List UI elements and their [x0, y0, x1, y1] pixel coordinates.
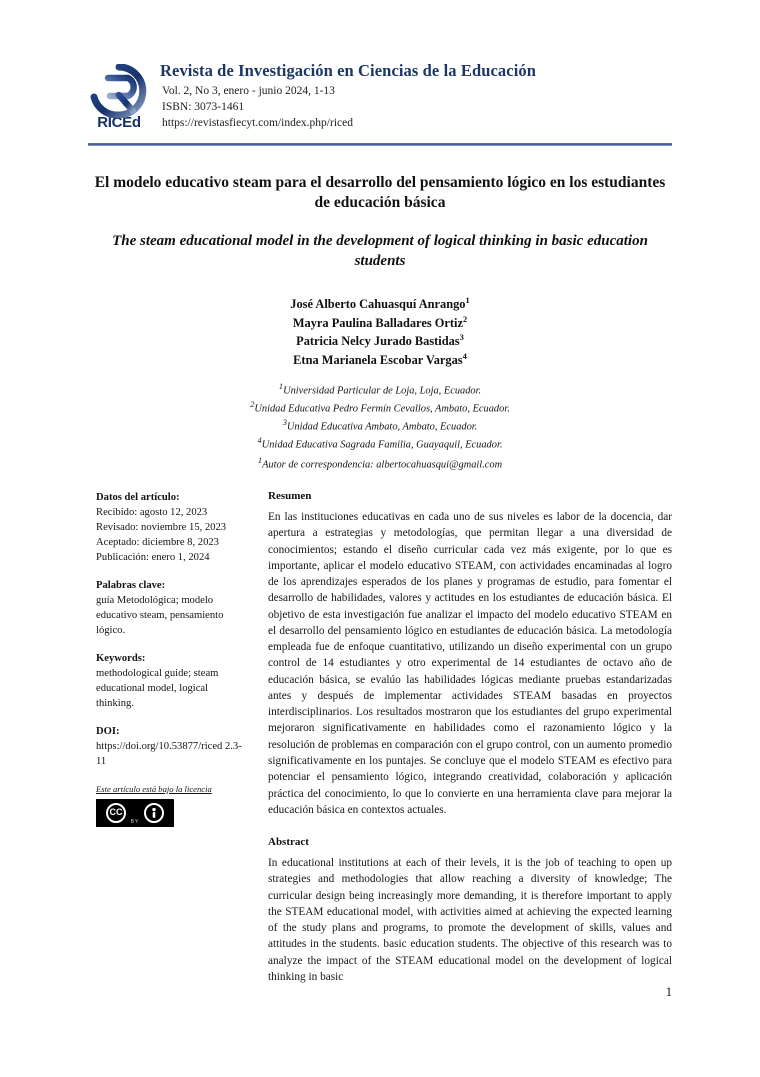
affiliation-text: Unidad Educativa Pedro Fermín Cevallos, Ambato, Ecuador. — [254, 403, 510, 415]
keywords-english-heading: Keywords: — [96, 653, 146, 665]
affiliation-entry — [88, 381, 672, 399]
affiliation-text: Unidad Educativa Sagrada Familia, Guayaquil, Ecuador. — [261, 439, 503, 451]
affiliation-list — [88, 381, 672, 453]
journal-logo — [88, 64, 154, 138]
corresponding-author-note — [88, 456, 672, 470]
affiliation-entry — [88, 399, 672, 417]
journal-title: Revista de Investigación en Ciencias de la Educación — [160, 61, 536, 80]
spacer — [96, 565, 248, 578]
article-data-heading: Datos del artículo: — [96, 492, 180, 503]
affiliation-marker: 2 — [250, 400, 255, 410]
affiliation-marker: 4 — [257, 436, 262, 446]
cc-by-label: BY — [130, 818, 140, 825]
correspondence-marker: 1 — [257, 456, 263, 465]
affiliation-entry — [88, 417, 672, 435]
abstract-column — [268, 490, 672, 985]
license-note: Este artículo está bajo la licencia — [96, 783, 212, 794]
doi-heading: DOI: — [96, 726, 120, 738]
journal-info — [154, 62, 672, 132]
journal-url-line[interactable]: https://revistasfiecyt.com/index.php/riced — [162, 116, 353, 129]
affiliation-marker: 1 — [278, 382, 284, 391]
page-title-english: The steam educational model in the development of logical thinking in basic education students — [112, 233, 648, 269]
page-number: 1 — [665, 985, 672, 999]
author-affiliation-marker: 1 — [465, 296, 470, 305]
author-list — [88, 295, 672, 370]
author-name: Etna Marianela Escobar Vargas — [293, 353, 463, 368]
creative-commons-by-badge[interactable] — [96, 799, 174, 827]
author-name: Patricia Nelcy Jurado Bastidas — [296, 334, 460, 349]
spacer — [96, 770, 248, 783]
resumen-text: En las instituciones educativas en cada uno de sus niveles es labor de la docencia, dar apertura a estrategias y metodologías, que permitan llegar a una diversidad de conocimientos; estando el diseño curricular cada vez más exigente, por lo que es importante, aplicar el modelo educativo STEAM, con actividades encaminadas al logro de los aprendizajes esperados de los planes y programas de estudio, para fomentar el desarrollo de habilidades, valores y actitudes en los estudiantes de educación básica. El objetivo de esta investigación fue analizar el impacto del modelo educativo STEAM en el desarrollo del pensamiento lógico en estudiantes de educación básica. La metodología empleada fue de enfoque cuantitativo, utilizando un diseño experimental con un grupo control de 14 estudiantes y otro experimental de 14 estudiantes de octavo año de educación básica, se evalúo las habilidades lógicas mediante pruebas estandarizadas antes y después de implementar actividades STEAM basadas en proyectos interdisciplinarios. Los resultados mostraron que los estudiantes del grupo experimental mejoraron significativamente en habilidades como el razonamiento lógico y la resolución de problemas en comparación con el grupo control, con un aumento promedio significativamente en los puntajes. Se concluye que el modelo STEAM es efectivo para potenciar el pensamiento lógico, integrando creatividad, colaboración y aplicación práctica del conocimiento, lo que lo convierte en una herramienta clave para mejorar la educación básica en contextos actuales. — [268, 511, 672, 816]
author-name: Mayra Paulina Balladares Ortiz — [292, 315, 463, 330]
article-data-published: Publicación: enero 1, 2024 — [96, 552, 210, 564]
affiliation-entry — [88, 435, 672, 453]
article-data-received: Recibido: agosto 12, 2023 — [96, 507, 208, 519]
correspondence-text[interactable]: Autor de correspondencia: albertocahuasqui@gmail.com — [262, 459, 503, 471]
keywords-english-text: methodological guide; steam educational model, logical thinking. — [96, 668, 219, 710]
doi-link[interactable]: https://doi.org/10.53877/riced 2.3-11 — [96, 741, 242, 768]
keywords-spanish-text: guía Metodológica; modelo educativo steam, pensamiento lógico. — [96, 595, 224, 637]
spacer — [96, 711, 248, 724]
creative-commons-icon: CC — [106, 803, 126, 823]
author-affiliation-marker: 3 — [459, 333, 464, 343]
author-entry — [88, 351, 672, 370]
keywords-spanish-heading: Palabras clave: — [96, 580, 166, 592]
spacer — [96, 638, 248, 651]
journal-masthead — [88, 62, 672, 138]
author-affiliation-marker: 2 — [462, 314, 468, 324]
author-name: José Alberto Cahuasquí Anrango — [290, 297, 466, 312]
page-title-spanish: El modelo educativo steam para el desarrollo del pensamiento lógico en los estudiantes de educación básica — [94, 174, 666, 211]
spacer — [268, 818, 672, 836]
author-entry — [88, 295, 672, 314]
author-entry — [88, 314, 672, 333]
abstract-heading: Abstract — [268, 836, 309, 849]
article-data-revised: Revisado: noviembre 15, 2023 — [96, 522, 227, 534]
article-metadata-sidebar — [96, 490, 248, 827]
header-divider — [88, 143, 672, 146]
affiliation-text: Unidad Educativa Ambato, Ambato, Ecuador. — [286, 421, 478, 433]
resumen-heading: Resumen — [268, 490, 312, 502]
riced-logo-label: RICEd — [97, 114, 141, 131]
author-entry — [88, 332, 672, 351]
journal-isbn-line: ISBN: 3073-1461 — [162, 100, 245, 113]
affiliation-text: Universidad Particular de Loja, Loja, Ecuador. — [283, 385, 482, 397]
abstract-text: In educational institutions at each of their levels, it is the job of teaching to open up strategies and methodologies that allow reaching a diversity of knowledge; The curricular design being increasingly more demanding, it is therefore important to apply the STEAM educational model, with activities aimed at achieving the expected learning of the study plans and programs, to promote the development of skills, values and attitudes in the students. basic education students. The objective of this research was to analyze the impact of the STEAM educational model on the development of logical thinking in basic — [268, 857, 672, 983]
riced-logo-icon — [88, 64, 150, 118]
affiliation-marker: 3 — [282, 418, 287, 428]
author-affiliation-marker: 4 — [462, 352, 467, 362]
article-data-accepted: Aceptado: diciembre 8, 2023 — [96, 537, 219, 549]
journal-volume-line: Vol. 2, No 3, enero - junio 2024, 1-13 — [162, 84, 335, 97]
